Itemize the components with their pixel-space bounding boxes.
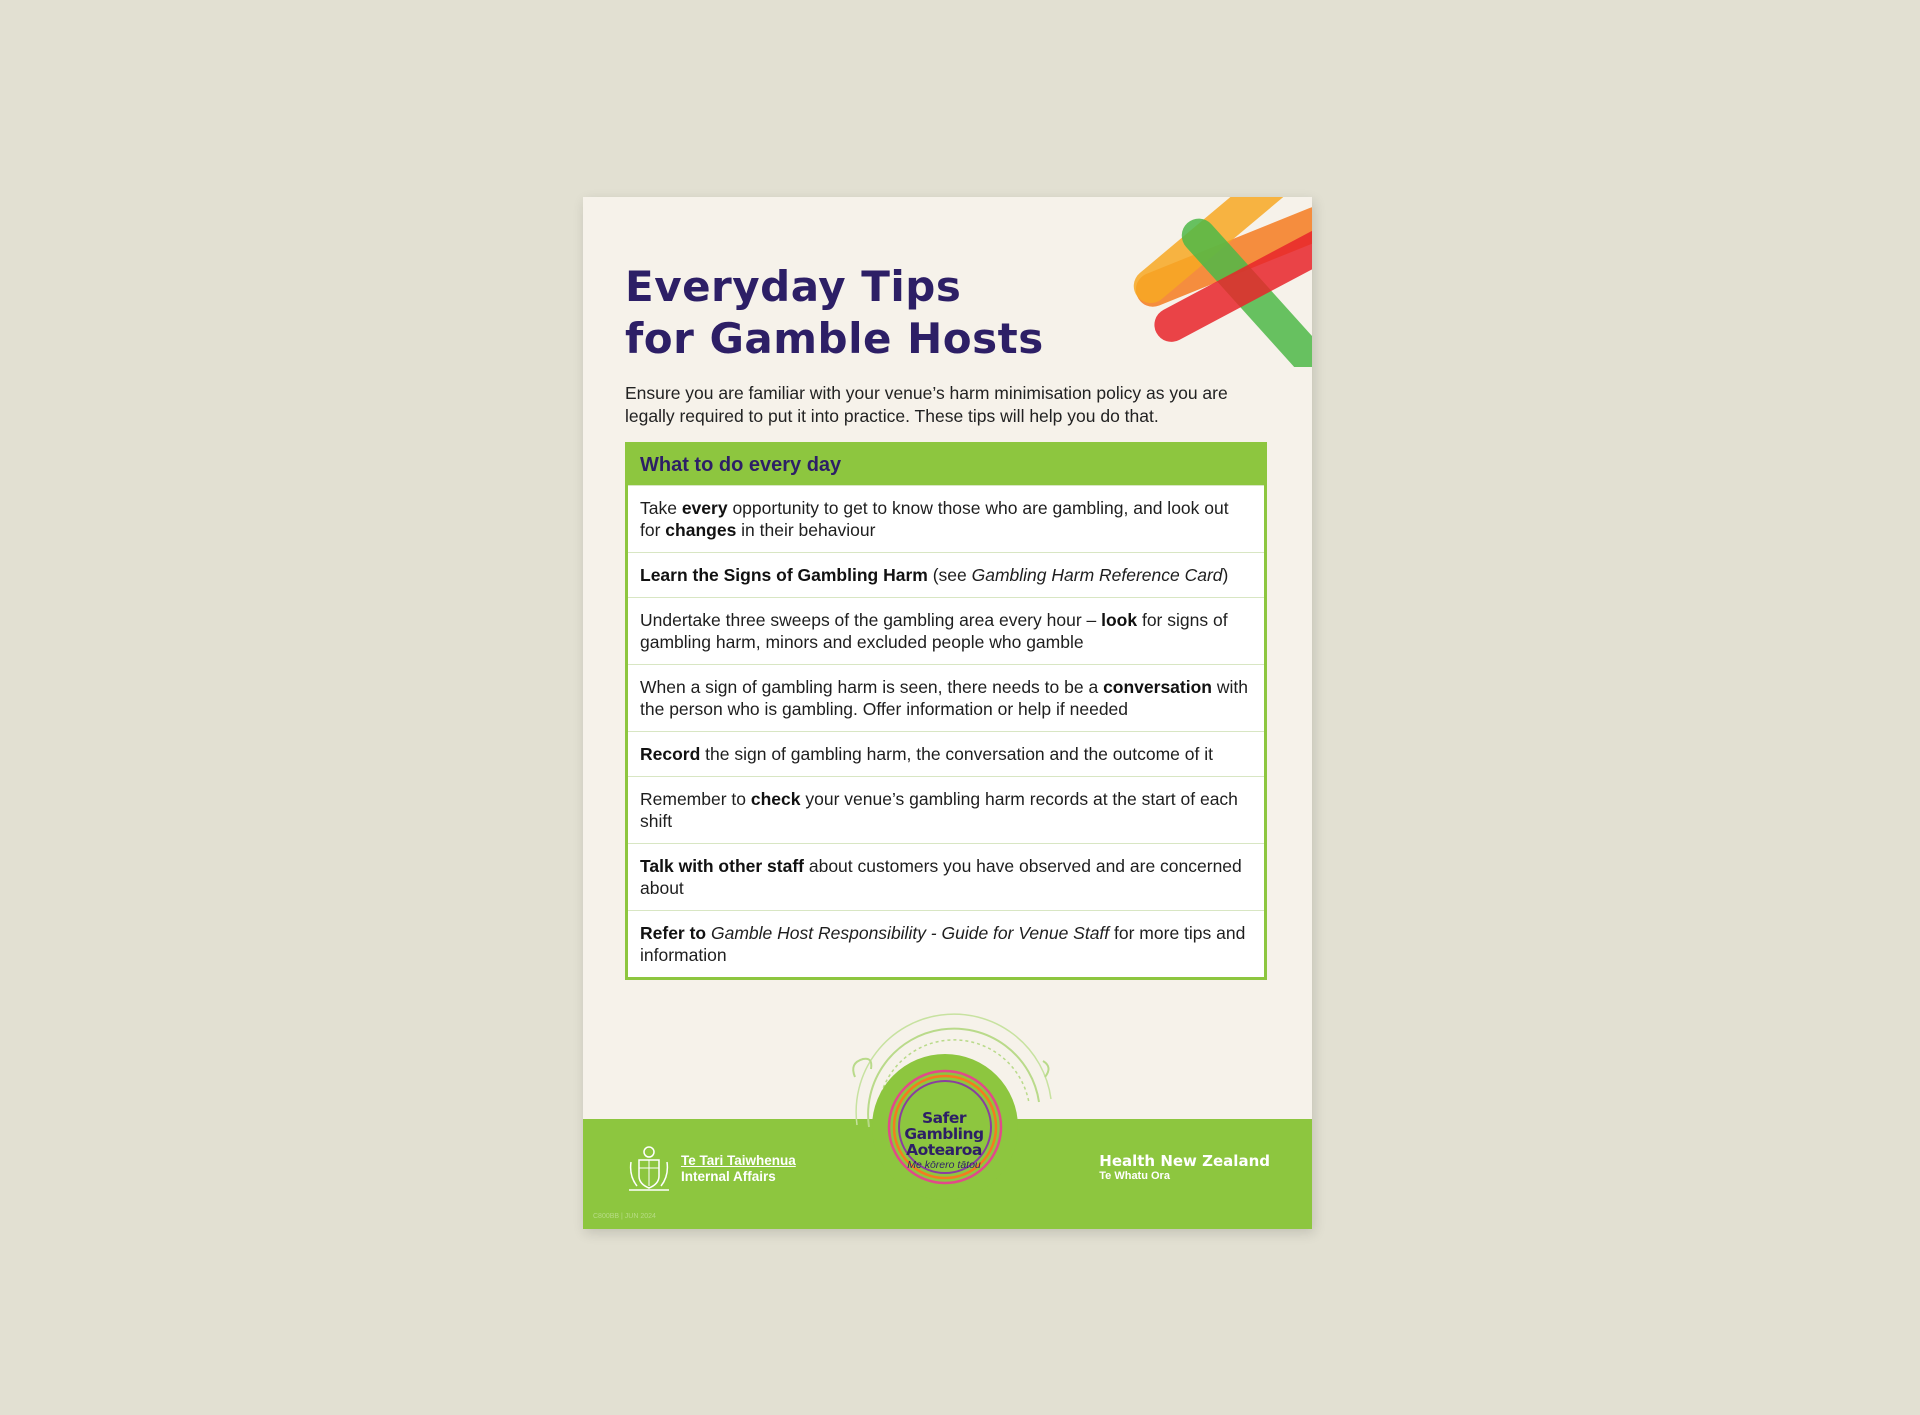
- tip-item: Record the sign of gambling harm, the conversation and the outcome of it: [628, 731, 1264, 776]
- sga-title: Safer Gambling Aotearoa: [904, 1109, 984, 1159]
- ribbon-decoration: [1122, 197, 1312, 367]
- sga-tagline: Me kōrero tātou: [907, 1159, 981, 1171]
- poster: [583, 197, 1312, 1229]
- tip-item: Refer to Gamble Host Responsibility - Guide for Venue Staff for more tips and information: [628, 910, 1264, 977]
- tip-item: When a sign of gambling harm is seen, there needs to be a conversation with the person who is gambling. Offer information or help if needed: [628, 664, 1264, 731]
- print-code: C800BB | JUN 2024: [593, 1213, 656, 1220]
- tip-item: Talk with other staff about customers you have observed and are concerned about: [628, 843, 1264, 910]
- internal-affairs-logo: [625, 1144, 796, 1194]
- tip-item: Learn the Signs of Gambling Harm (see Gambling Harm Reference Card): [628, 552, 1264, 597]
- coat-of-arms-icon: [625, 1144, 673, 1194]
- safer-gambling-aotearoa-logo: [829, 1007, 1069, 1207]
- tips-table: [625, 442, 1267, 980]
- tip-item: Undertake three sweeps of the gambling area every hour – look for signs of gambling harm, minors and excluded people who gamble: [628, 597, 1264, 664]
- tip-item: Remember to check your venue’s gambling harm records at the start of each shift: [628, 776, 1264, 843]
- health-nz-logo: Health New Zealand Te Whatu Ora: [1099, 1152, 1270, 1182]
- internal-affairs-text: Te Tari Taiwhenua Internal Affairs: [681, 1153, 796, 1184]
- tip-item: Take every opportunity to get to know those who are gambling, and look out for changes in their behaviour: [628, 485, 1264, 552]
- tips-header: What to do every day: [628, 445, 1264, 485]
- intro-paragraph: Ensure you are familiar with your venue’s harm minimisation policy as you are legally required to put it into practice. These tips will help you do that.: [625, 383, 1228, 426]
- page-title: Everyday Tips for Gamble Hosts: [625, 262, 1044, 363]
